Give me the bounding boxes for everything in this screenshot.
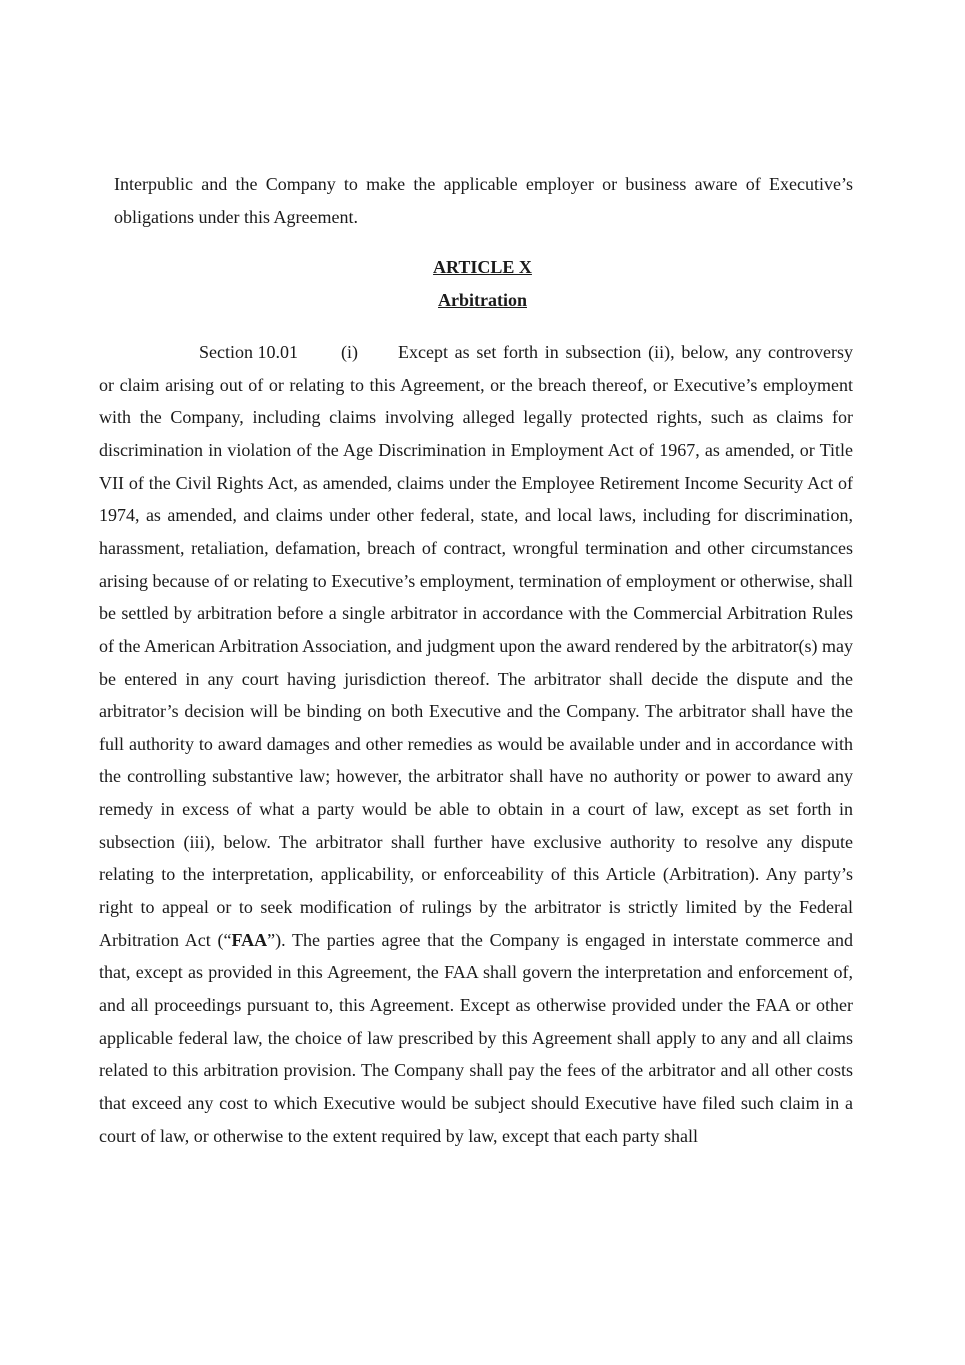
continuation-paragraph: Interpublic and the Company to make the applicable employer or business aware of Executive’s obligations under this Agreement. — [114, 174, 853, 227]
section-body-paragraph — [99, 369, 853, 1153]
article-number-heading: ARTICLE X — [433, 257, 532, 277]
subsection-label: (i) — [341, 342, 358, 362]
defined-term-faa: FAA — [231, 929, 268, 950]
article-title-heading: Arbitration — [438, 290, 527, 310]
section-body-part2: ”). The parties agree that the Company is engaged in interstate commerce and that, except as provided in this Agreement, the FAA shall govern the interpretation and enforcement of, and all proceedings pursuant to, this Agreement. Except as otherwise provided under the FAA or other applicable federal law, the choice of law prescribed by this Agreement shall apply to any and all claims related to this arbitration provision. The Company shall pay the fees of the arbitrator and all other costs that exceed any cost to which Executive would be subject should Executive have filed such claim in a court of law, or otherwise to the extent required by law, except that each party shall — [99, 929, 853, 1146]
section-number: Section 10.01 — [199, 342, 298, 362]
section-lead-text: Except as set forth in subsection (ii), below, any controversy — [398, 342, 853, 362]
section-body-part1: or claim arising out of or relating to this Agreement, or the breach thereof, or Executive’s employment with the Company, including claims involving alleged legally protected rights, such as claims for discrimination in violation of the Age Discrimination in Employment Act of 1967, as amended, or Title VII of the Civil Rights Act, as amended, claims under the Employee Retirement Income Security Act of 1974, as amended, and claims under other federal, state, and local laws, including for discrimination, harassment, retaliation, defamation, breach of contract, wrongful termination and other circumstances arising because of or relating to Executive’s employment, termination of employment or otherwise, shall be settled by arbitration before a single arbitrator in accordance with the Commercial Arbitration Rules of the American Arbitration Association, and judgment upon the award rendered by the arbitrator(s) may be entered in any court having jurisdiction thereof. The arbitrator shall decide the dispute and the arbitrator’s decision will be binding on both Executive and the Company. The arbitrator shall have the full authority to award damages and other remedies as would be available under and in accordance with the controlling substantive law; however, the arbitrator shall have no authority or power to award any remedy in excess of what a party would be able to obtain in a court of law, except as set forth in subsection (iii), below. The arbitrator shall further have exclusive authority to resolve any dispute relating to the interpretation, applicability, or enforceability of this Article (Arbitration). Any party’s right to appeal or to seek modification of rulings by the arbitrator is strictly limited by the Federal Arbitration Act (“ — [99, 374, 853, 950]
